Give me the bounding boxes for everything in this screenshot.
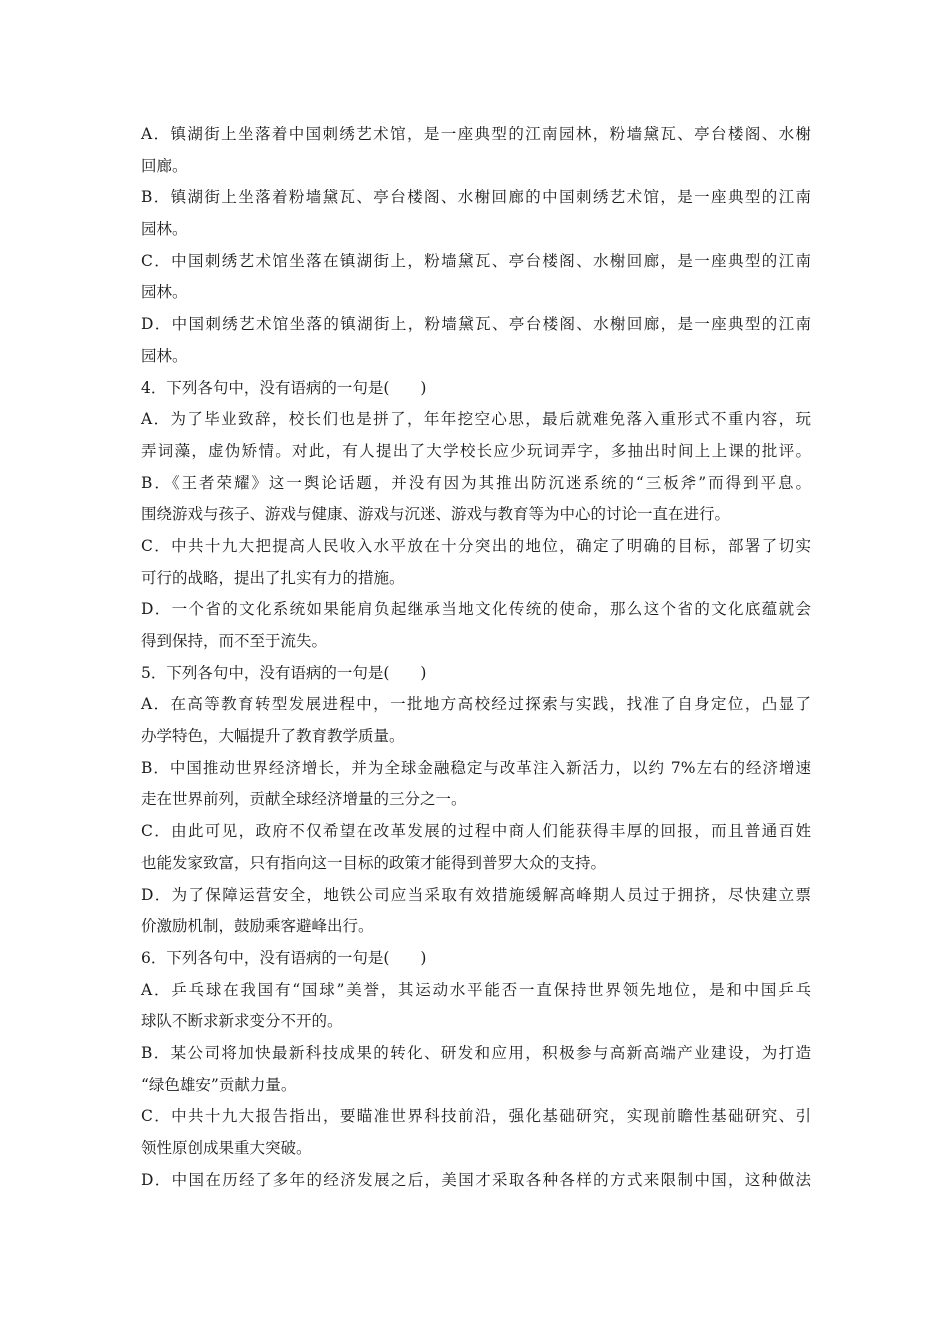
question-heading: 4．下列各句中，没有语病的一句是( ) [141,378,427,397]
text-line: C．由此可见，政府不仅希望在改革发展的过程中商人们能获得丰厚的回报，而且普通百姓 [141,822,811,841]
text-line: 办学特色，大幅提升了教育教学质量。 [141,727,405,746]
text-line: 也能发家致富，只有指向这一目标的政策才能得到普罗大众的支持。 [141,853,607,872]
text-line: 园林。 [141,346,188,365]
text-line: D．中国刺绣艺术馆坐落的镇湖街上，粉墙黛瓦、亭台楼阁、水榭回廊，是一座典型的江南 [141,315,811,334]
text-line: 围绕游戏与孩子、游戏与健康、游戏与沉迷、游戏与教育等为中心的讨论一直在进行。 [141,505,731,524]
document-page [141,119,811,1196]
text-line: B．某公司将加快最新科技成果的转化、研发和应用，积极参与高新高端产业建设，为打造 [141,1043,811,1062]
text-line: A．乒乓球在我国有“国球”美誉，其运动水平能否一直保持世界领先地位，是和中国乒乓 [141,980,811,999]
text-line: D．中国在历经了多年的经济发展之后，美国才采取各种各样的方式来限制中国，这种做法 [141,1170,811,1189]
text-line: D．一个省的文化系统如果能肩负起继承当地文化传统的使命，那么这个省的文化底蕴就会 [141,600,811,619]
text-line: 球队不断求新求变分不开的。 [141,1012,343,1031]
text-line: 园林。 [141,283,188,302]
text-line: 可行的战略，提出了扎实有力的措施。 [141,568,405,587]
text-line: B．中国推动世界经济增长，并为全球金融稳定与改革注入新活力，以约 7%左右的经济增速 [141,758,811,777]
text-line: 走在世界前列，贡献全球经济增量的三分之一。 [141,790,467,809]
text-line: C．中国刺绣艺术馆坐落在镇湖街上，粉墙黛瓦、亭台楼阁、水榭回廊，是一座典型的江南 [141,251,811,270]
text-line: 弄词藻，虚伪矫情。对此，有人提出了大学校长应少玩词弄字，多抽出时间上上课的批评。 [141,441,811,460]
text-line: B．镇湖街上坐落着粉墙黛瓦、亭台楼阁、水榭回廊的中国刺绣艺术馆，是一座典型的江南 [141,188,811,207]
question-heading: 6．下列各句中，没有语病的一句是( ) [141,948,427,967]
text-line: 价激励机制，鼓励乘客避峰出行。 [141,917,374,936]
text-line: 领性原创成果重大突破。 [141,1139,312,1157]
text-line: C．中共十九大报告指出，要瞄准世界科技前沿，强化基础研究，实现前瞻性基础研究、引 [141,1107,811,1126]
text-line: D．为了保障运营安全，地铁公司应当采取有效措施缓解高峰期人员过于拥挤，尽快建立票 [141,885,811,904]
text-line: “绿色雄安”贡献力量。 [141,1075,297,1094]
text-line: 回廊。 [141,156,188,175]
text-line: 得到保持，而不至于流失。 [141,632,328,650]
text-line: A．为了毕业致辞，校长们也是拼了，年年挖空心思，最后就难免落入重形式不重内容，玩 [141,410,811,429]
text-line: 园林。 [141,220,188,239]
text-line: A．镇湖街上坐落着中国刺绣艺术馆，是一座典型的江南园林，粉墙黛瓦、亭台楼阁、水榭 [141,125,811,143]
text-line: B．《王者荣耀》这一舆论话题，并没有因为其推出防沉迷系统的“三板斧”而得到平息。 [141,473,811,492]
question-heading: 5．下列各句中，没有语病的一句是( ) [141,663,427,682]
text-line: A．在高等教育转型发展进程中，一批地方高校经过探索与实践，找准了自身定位，凸显了 [141,695,811,714]
text-line: C．中共十九大把提高人民收入水平放在十分突出的地位，确定了明确的目标，部署了切实 [141,536,811,555]
